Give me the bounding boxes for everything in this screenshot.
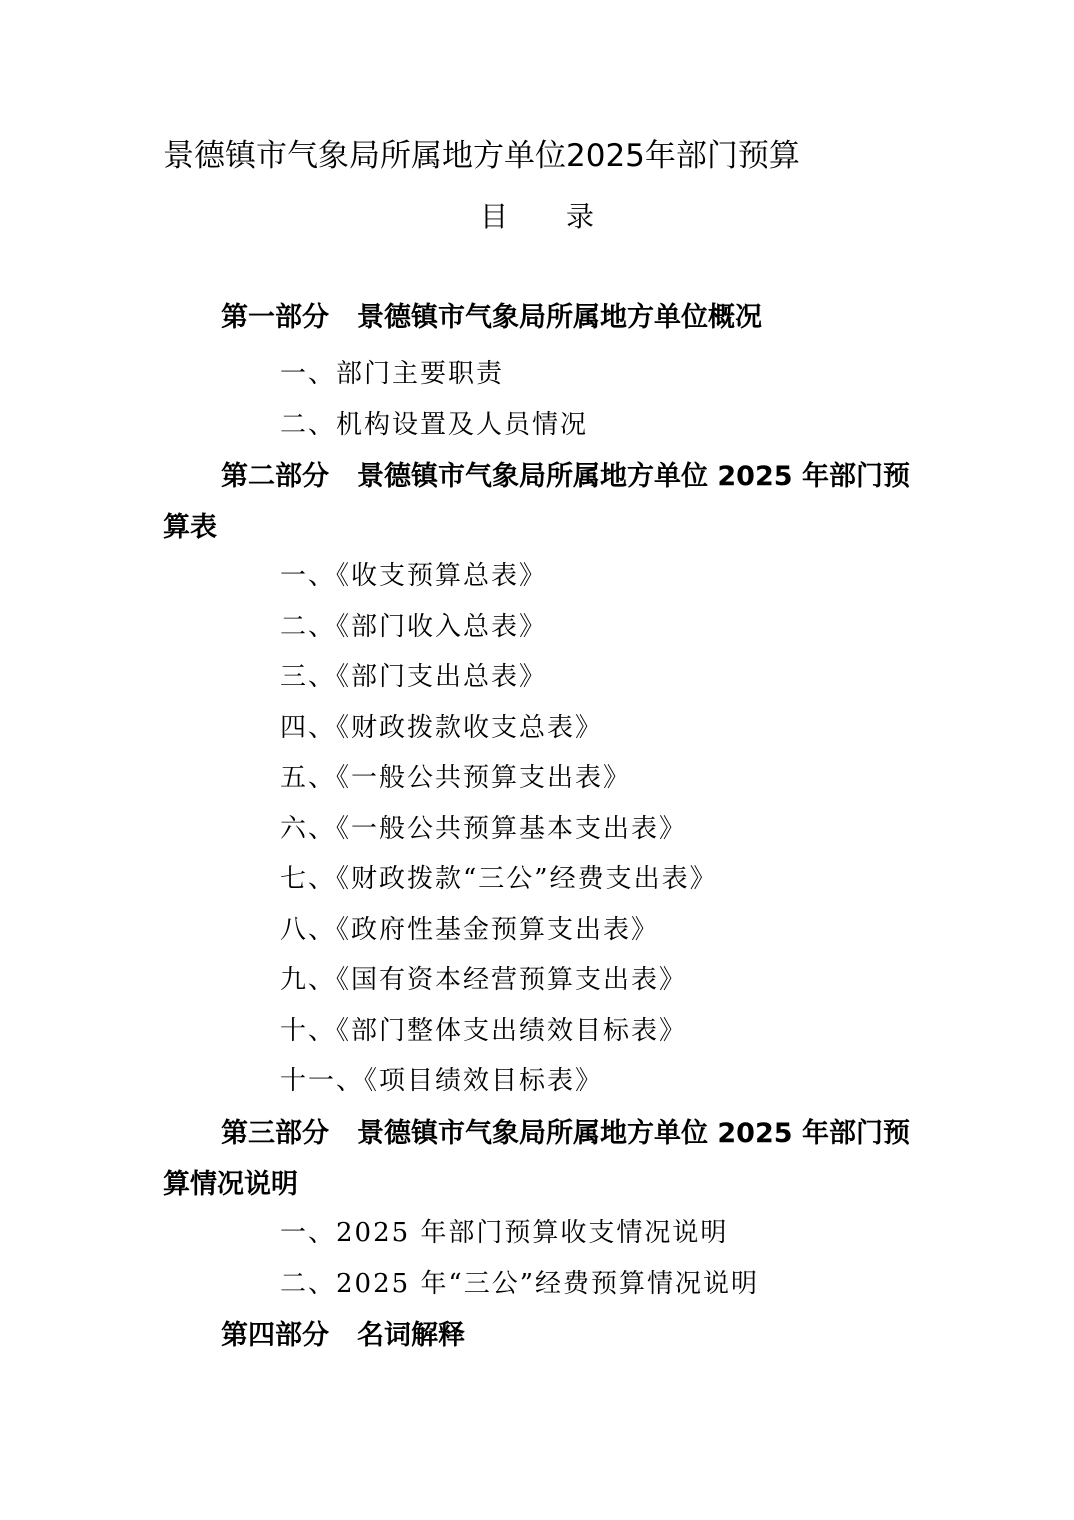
- toc-item[interactable]: 十一、《项目绩效目标表》: [280, 1066, 604, 1096]
- toc-item[interactable]: 三、《部门支出总表》: [280, 662, 548, 692]
- toc-part-4-heading[interactable]: [163, 1310, 923, 1361]
- toc-item[interactable]: 一、部门主要职责: [280, 359, 505, 389]
- toc-part-label: 第一部分: [221, 302, 329, 333]
- toc-item[interactable]: 一、《收支预算总表》: [280, 561, 548, 591]
- toc-item[interactable]: 二、机构设置及人员情况: [280, 410, 589, 440]
- toc-part-2-heading[interactable]: [163, 451, 923, 553]
- toc-item[interactable]: 四、《财政拨款收支总表》: [280, 713, 604, 743]
- toc-item[interactable]: 一、2025 年部门预算收支情况说明: [280, 1218, 729, 1248]
- toc-item[interactable]: 七、《财政拨款“三公”经费支出表》: [280, 864, 718, 894]
- toc-heading-second-char: 录: [566, 200, 595, 233]
- toc-item[interactable]: 六、《一般公共预算基本支出表》: [280, 814, 688, 844]
- toc-item[interactable]: 五、《一般公共预算支出表》: [280, 763, 632, 793]
- toc-part-label: 第四部分: [221, 1320, 329, 1351]
- toc-item[interactable]: 二、2025 年“三公”经费预算情况说明: [280, 1269, 760, 1299]
- toc-part-title: 景德镇市气象局所属地方单位 2025 年部门预算表: [163, 461, 910, 543]
- toc-part-1-heading[interactable]: [163, 292, 923, 343]
- toc-part-3-heading[interactable]: [163, 1108, 923, 1210]
- toc-item[interactable]: 十、《部门整体支出绩效目标表》: [280, 1016, 688, 1046]
- document-title: 景德镇市气象局所属地方单位2025年部门预算: [163, 138, 800, 174]
- toc-item[interactable]: 二、《部门收入总表》: [280, 612, 548, 642]
- toc-part-title: 景德镇市气象局所属地方单位概况: [357, 302, 762, 333]
- toc-item[interactable]: 九、《国有资本经营预算支出表》: [280, 965, 688, 995]
- toc-part-title: 景德镇市气象局所属地方单位 2025 年部门预算情况说明: [163, 1118, 910, 1200]
- toc-heading: [0, 197, 1074, 237]
- toc-part-label: 第二部分: [221, 461, 329, 492]
- toc-part-title: 名词解释: [357, 1320, 465, 1351]
- toc-item[interactable]: 八、《政府性基金预算支出表》: [280, 915, 660, 945]
- toc-part-label: 第三部分: [221, 1118, 329, 1149]
- toc-heading-first-char: 目: [479, 200, 508, 233]
